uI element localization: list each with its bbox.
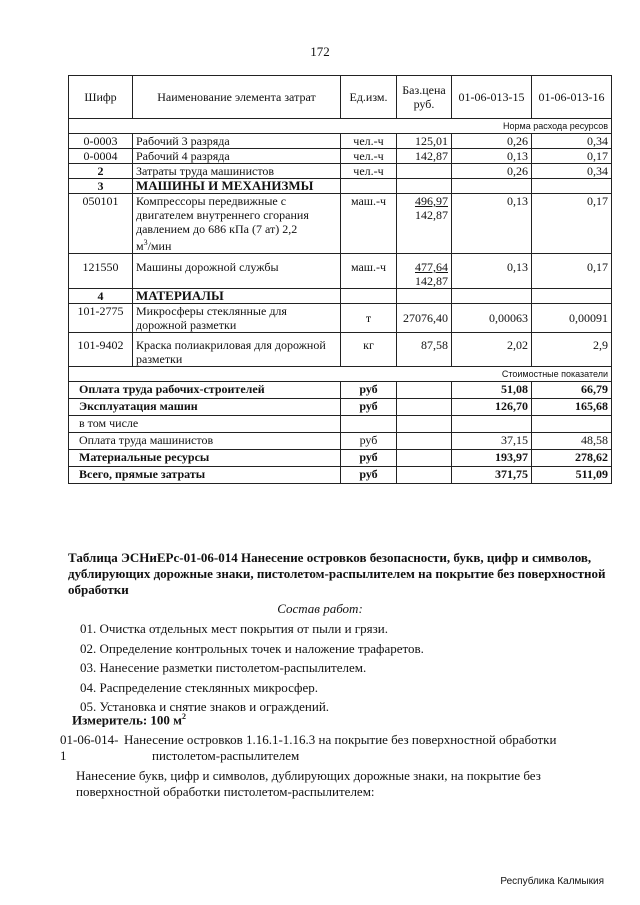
header-price-l1: Баз.цена <box>402 83 446 97</box>
cell-price: 142,87 <box>397 149 452 164</box>
summary-v1: 37,15 <box>452 433 532 450</box>
cell-name <box>133 304 341 333</box>
cell-price: 87,58 <box>397 333 452 367</box>
cell-price <box>397 164 452 179</box>
table-row <box>69 254 612 289</box>
summary-unit: руб <box>341 467 397 484</box>
summary-row <box>69 467 612 484</box>
cell-name: Рабочий 4 разряда <box>133 149 341 164</box>
cell-unit: чел.-ч <box>341 164 397 179</box>
table-header-row <box>69 76 612 119</box>
summary-name: Эксплуатация машин <box>69 399 341 416</box>
cell-v1: 0,00063 <box>452 304 532 333</box>
section-title: МАТЕРИАЛЫ <box>133 289 341 304</box>
cell-name <box>133 194 341 254</box>
cell-v2: 0,17 <box>532 149 612 164</box>
cost-caption: Стоимостные показатели <box>69 367 612 382</box>
note-paragraph <box>76 768 596 800</box>
summary-name: в том числе <box>69 416 341 433</box>
name-line: давлением до 686 кПа (7 ат) 2,2 <box>136 222 298 236</box>
cell-code: 0-0004 <box>69 149 133 164</box>
section-title: МАШИНЫ И МЕХАНИЗМЫ <box>133 179 341 194</box>
price-line: 142,87 <box>415 208 448 222</box>
summary-v2: 66,79 <box>532 382 612 399</box>
cell-v2: 0,17 <box>532 254 612 289</box>
summary-unit: руб <box>341 382 397 399</box>
work-item: 04. Распределение стеклянных микросфер. <box>80 679 318 695</box>
norm-caption: Норма расхода ресурсов <box>69 119 612 134</box>
summary-name: Оплата труда машинистов <box>69 433 341 450</box>
section-row-materials <box>69 289 612 304</box>
work-item: 02. Определение контрольных точек и наложение трафаретов. <box>80 640 424 656</box>
cell-v1: 0,13 <box>452 149 532 164</box>
cell-name <box>133 333 341 367</box>
cell-price <box>397 254 452 289</box>
table-row <box>69 134 612 149</box>
price-line: 496,97 <box>415 194 448 208</box>
summary-name: Всего, прямые затраты <box>69 467 341 484</box>
summary-unit: руб <box>341 450 397 467</box>
measure-label: Измеритель: 100 м <box>72 712 183 728</box>
cell-unit: чел.-ч <box>341 134 397 149</box>
summary-v2: 511,09 <box>532 467 612 484</box>
section-number: 4 <box>69 289 133 304</box>
summary-row <box>69 450 612 467</box>
header-price-l2: руб. <box>413 97 435 111</box>
summary-v2: 48,58 <box>532 433 612 450</box>
cell-price: 27076,40 <box>397 304 452 333</box>
summary-row <box>69 416 612 433</box>
summary-v1: 371,75 <box>452 467 532 484</box>
cell-v2: 0,34 <box>532 164 612 179</box>
cell-name: Рабочий 3 разряда <box>133 134 341 149</box>
note-line: Нанесение букв, цифр и символов, дублирующих дорожные знаки, на покрытие без <box>76 768 541 783</box>
item-line: Нанесение островков 1.16.1-1.16.3 на покрытие без поверхностной обработки <box>124 732 557 747</box>
summary-row <box>69 399 612 416</box>
cell-unit: маш.-ч <box>341 254 397 289</box>
price-line: 477,64 <box>415 260 448 274</box>
table-title-line: Таблица ЭСНиЕРс-01-06-014 Нанесение островков безопасности, букв, цифр и символов, <box>68 550 592 565</box>
cell-v2: 0,00091 <box>532 304 612 333</box>
cell-v1: 2,02 <box>452 333 532 367</box>
works-list <box>80 619 424 717</box>
header-price <box>397 76 452 119</box>
summary-row <box>69 433 612 450</box>
resource-table <box>68 75 612 484</box>
works-title: Состав работ: <box>277 601 363 616</box>
header-col2: 01-06-013-16 <box>532 76 612 119</box>
item-code: 01-06-014-1 <box>60 732 119 763</box>
section-number: 3 <box>69 179 133 194</box>
work-item: 01. Очистка отдельных мест покрытия от пыли и грязи. <box>80 621 388 636</box>
item-line: пистолетом-распылителем <box>152 748 300 763</box>
note-line: поверхностной обработки пистолетом-распылителем: <box>76 784 375 799</box>
cell-unit: чел.-ч <box>341 149 397 164</box>
summary-v2: 165,68 <box>532 399 612 416</box>
name-line: м <box>136 239 144 253</box>
item-entry <box>60 732 624 764</box>
name-line: дорожной разметки <box>136 318 237 332</box>
cell-unit: т <box>341 304 397 333</box>
section-row-machines <box>69 179 612 194</box>
cell-v2: 0,34 <box>532 134 612 149</box>
summary-v1: 193,97 <box>452 450 532 467</box>
header-name: Наименование элемента затрат <box>133 76 341 119</box>
cost-caption-row <box>69 367 612 382</box>
cell-v2: 2,9 <box>532 333 612 367</box>
name-line: Микросферы стеклянные для <box>136 304 287 318</box>
name-line: двигателем внутреннего сгорания <box>136 208 309 222</box>
cell-unit: маш.-ч <box>341 194 397 254</box>
name-line: Краска полиакриловая для дорожной <box>136 338 326 352</box>
cell-v1: 0,26 <box>452 134 532 149</box>
cell-v1: 0,13 <box>452 194 532 254</box>
cell-code: 0-0003 <box>69 134 133 149</box>
table-title <box>68 550 614 598</box>
cell-code: 101-2775 <box>69 304 133 333</box>
summary-row <box>69 382 612 399</box>
unit-superscript: 3 <box>143 238 148 247</box>
table-row <box>69 194 612 254</box>
table-row <box>69 149 612 164</box>
page-number: 172 <box>310 44 330 59</box>
cell-code: 050101 <box>69 194 133 254</box>
cell-name: Машины дорожной службы <box>133 254 341 289</box>
norm-caption-row <box>69 119 612 134</box>
table-title-line: обработки <box>68 582 129 597</box>
summary-v1: 126,70 <box>452 399 532 416</box>
price-line: 142,87 <box>415 274 448 288</box>
header-col1: 01-06-013-15 <box>452 76 532 119</box>
measure-sup: 2 <box>182 712 187 721</box>
cell-v2: 0,17 <box>532 194 612 254</box>
measure-unit <box>72 712 186 728</box>
header-code: Шифр <box>69 76 133 119</box>
item-text <box>124 732 624 764</box>
table-title-line: дублирующих дорожные знаки, пистолетом-распылителем на покрытие без поверхностной <box>68 566 606 581</box>
cell-name: Затраты труда машинистов <box>133 164 341 179</box>
summary-name: Материальные ресурсы <box>69 450 341 467</box>
cell-v1: 0,13 <box>452 254 532 289</box>
cell-price <box>397 194 452 254</box>
name-line: /мин <box>147 239 172 253</box>
header-unit: Ед.изм. <box>341 76 397 119</box>
table-row <box>69 333 612 367</box>
table-row <box>69 304 612 333</box>
cell-price: 125,01 <box>397 134 452 149</box>
table-row <box>69 164 612 179</box>
summary-v2: 278,62 <box>532 450 612 467</box>
cell-unit: кг <box>341 333 397 367</box>
cell-code: 2 <box>69 164 133 179</box>
summary-name: Оплата труда рабочих-строителей <box>69 382 341 399</box>
work-item: 03. Нанесение разметки пистолетом-распылителем. <box>80 660 367 675</box>
name-line: разметки <box>136 352 183 366</box>
summary-unit: руб <box>341 433 397 450</box>
cell-code: 101-9402 <box>69 333 133 367</box>
work-item: 05. Установка и снятие знаков и ограждений. <box>80 699 330 714</box>
summary-v1: 51,08 <box>452 382 532 399</box>
cell-v1: 0,26 <box>452 164 532 179</box>
name-line: Компрессоры передвижные с <box>136 194 287 208</box>
summary-unit: руб <box>341 399 397 416</box>
footer-region: Республика Калмыкия <box>500 876 604 887</box>
cell-code: 121550 <box>69 254 133 289</box>
